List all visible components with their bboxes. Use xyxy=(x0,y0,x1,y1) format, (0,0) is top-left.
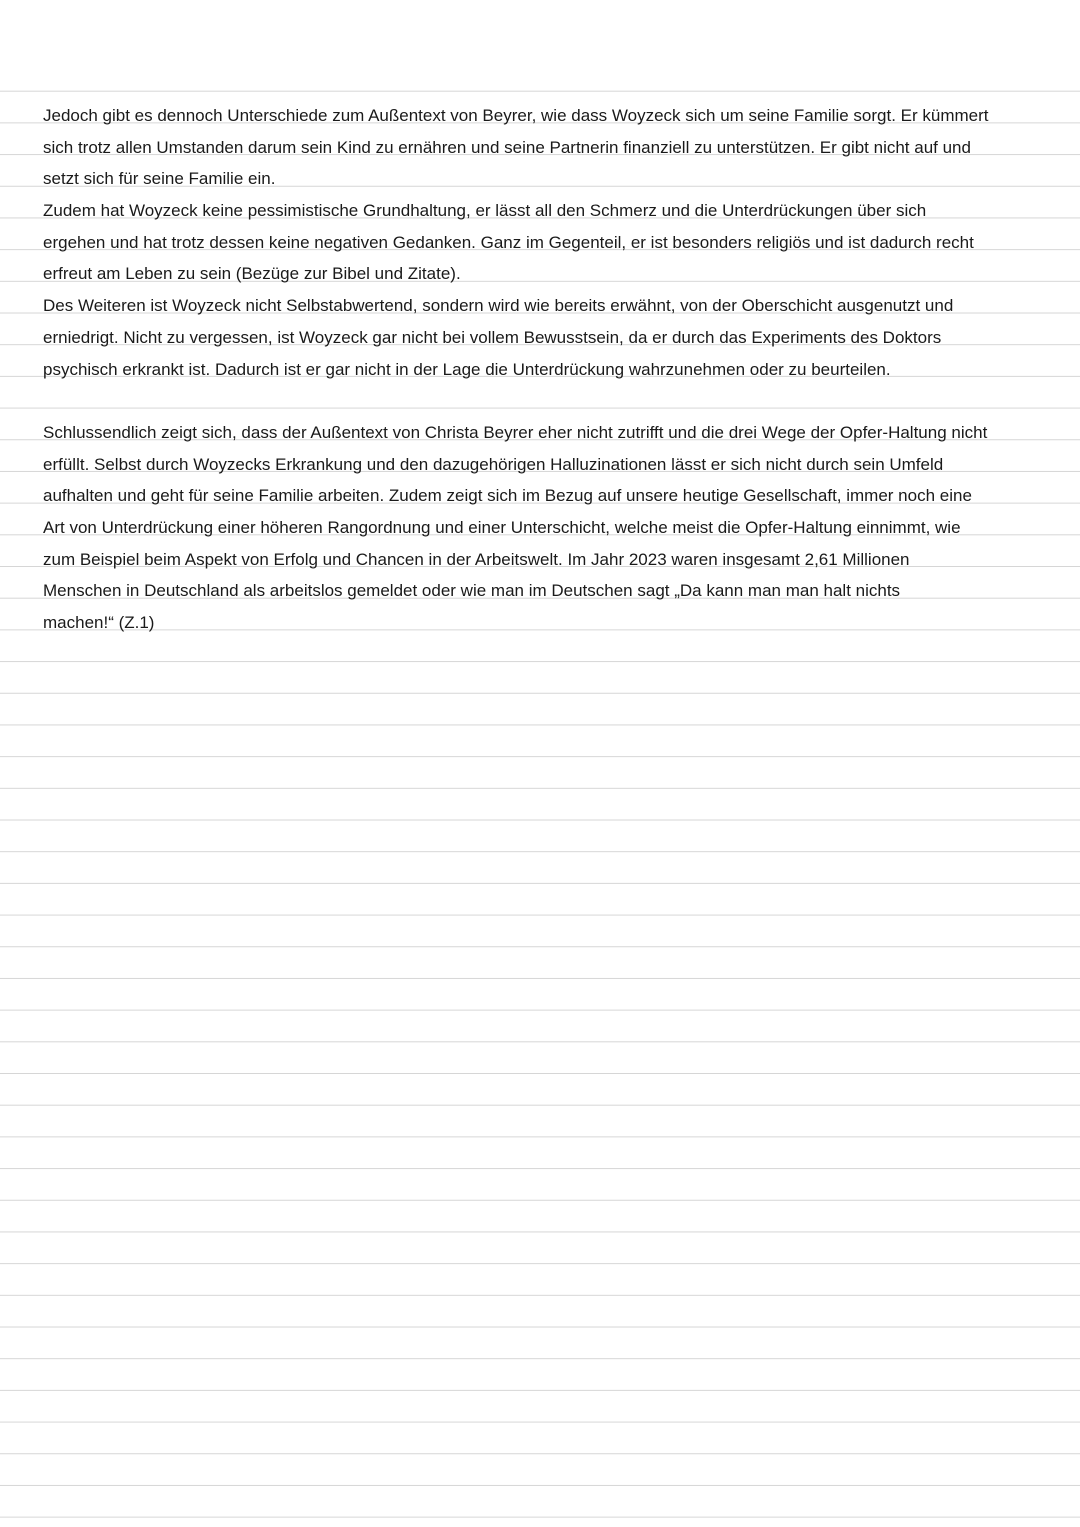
text-line: aufhalten und geht für seine Familie arbeiten. Zudem zeigt sich im Bezug auf unsere heutige Gesellschaft, immer noch eine xyxy=(43,486,972,506)
paragraph-opposition xyxy=(43,100,1053,195)
text-line: ergehen und hat trotz dessen keine negativen Gedanken. Ganz im Gegenteil, er ist besonders religiös und ist dadurch recht xyxy=(43,232,974,252)
text-line: erfüllt. Selbst durch Woyzecks Erkrankung und den dazugehörigen Halluzinationen lässt er sich nicht durch sein Umfeld xyxy=(43,454,944,474)
text-line: zum Beispiel beim Aspekt von Erfolg und Chancen in der Arbeitswelt. Im Jahr 2023 waren insgesamt 2,61 Millionen xyxy=(43,549,910,569)
paragraph-self-worth xyxy=(43,290,1053,385)
text-line: Jedoch gibt es dennoch Unterschiede zum Außentext von Beyrer, wie dass Woyzeck sich um seine Familie sorgt. Er kümmert xyxy=(43,106,989,125)
text-line: Des Weiteren ist Woyzeck nicht Selbstabwertend, sondern wird wie bereits erwähnt, von der Oberschicht ausgenutzt und xyxy=(43,296,954,316)
text-line: psychisch erkrankt ist. Dadurch ist er gar nicht in der Lage die Unterdrückung wahrzunehmen oder zu beurteilen. xyxy=(43,359,891,379)
text-line: Menschen in Deutschland als arbeitslos gemeldet oder wie man im Deutschen sagt „Da kann man man halt nichts xyxy=(43,581,901,601)
text-line: sich trotz allen Umstanden darum sein Kind zu ernähren und seine Partnerin finanziell zu unterstützen. Er gibt nicht auf und xyxy=(43,137,971,157)
text-line: Schlussendlich zeigt sich, dass der Außentext von Christa Beyrer eher nicht zutrifft und die drei Wege der Opfer-Haltung nicht xyxy=(43,422,988,442)
paragraph-conclusion xyxy=(43,417,1053,639)
text-line: Zudem hat Woyzeck keine pessimistische Grundhaltung, er lässt all den Schmerz und die Unterdrückungen über sich xyxy=(43,201,927,221)
text-line: machen!“ (Z.1) xyxy=(43,613,155,632)
text-line: Art von Unterdrückung einer höheren Rangordnung und einer Unterschicht, welche meist die Opfer-Haltung einnimmt, wie xyxy=(43,517,961,537)
text-line: setzt sich für seine Familie ein. xyxy=(43,169,276,189)
paragraph-attitude xyxy=(43,195,1053,290)
text-line: erniedrigt. Nicht zu vergessen, ist Woyzeck gar nicht bei vollem Bewusstsein, da er durch das Experiments des Doktors xyxy=(43,327,942,347)
text-line: erfreut am Leben zu sein (Bezüge zur Bibel und Zitate). xyxy=(43,264,461,284)
paragraph-spacer xyxy=(43,385,1053,417)
document-body xyxy=(43,100,1053,639)
